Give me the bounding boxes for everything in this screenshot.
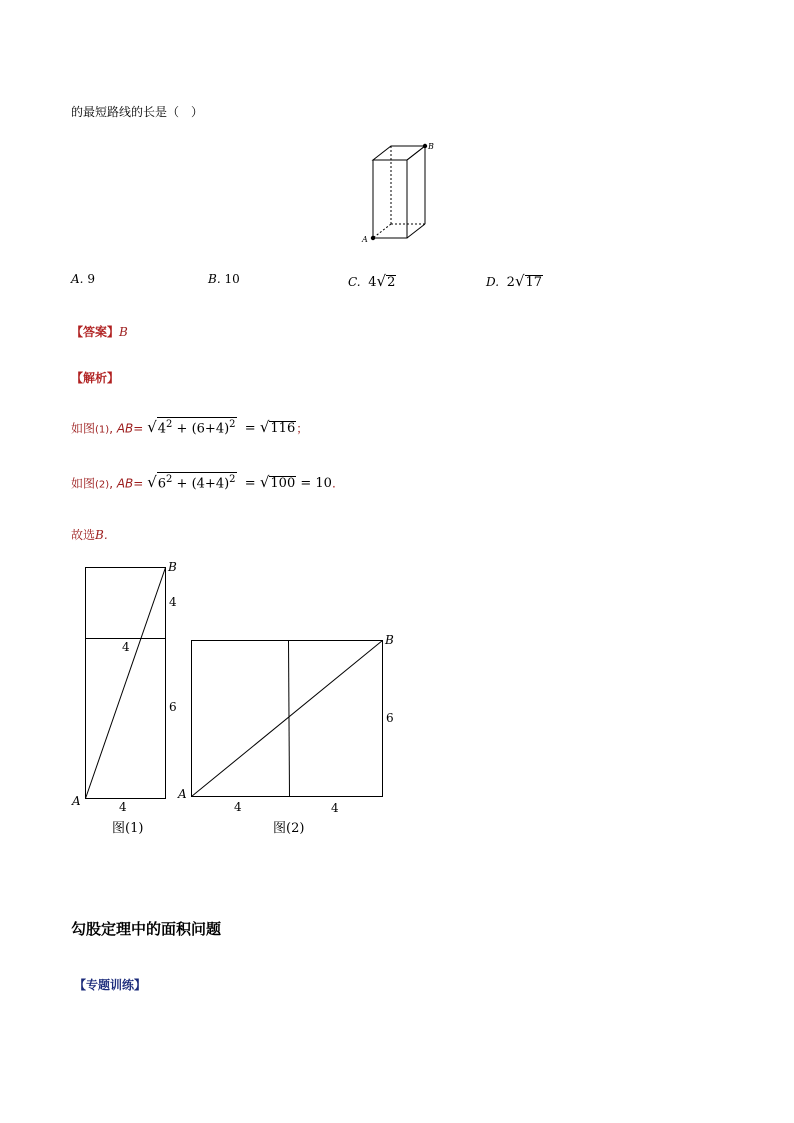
fig1-bottom-seg: 4 [119,800,127,814]
fig1-side-seg: 6 [169,700,177,714]
label-b: B [428,142,434,151]
fig2-caption: 图(2) [273,821,305,836]
point-a [371,236,375,240]
answer-line: 【答案】B [71,325,128,339]
path-ab-1 [86,568,166,799]
fig2-bottom-right: 4 [331,801,339,815]
diagram-2 [170,625,410,845]
fig2-bottom-left: 4 [234,800,242,814]
fig2-label-b: B [385,633,394,647]
fig1-label-b: B [168,560,177,574]
fig1-label-a: A [72,794,81,808]
conclusion-line: 故选B. [71,528,108,542]
option-b: B. 10 [208,272,240,286]
option-c: C. 4√2 [348,272,396,290]
fig2-label-a: A [178,787,187,801]
option-d: D. 2√17 [486,272,543,290]
analysis-line-2: 如图(2), $AB= √6^2 + (4+4)^2 = √100 = 10$. [71,473,336,492]
fig2-side-seg: 6 [386,711,394,725]
label-a: A [362,235,368,244]
fig1-caption: 图(1) [112,821,144,836]
analysis-label: 【解析】 [71,371,120,385]
question-text: 的最短路线的长是（ ） [71,105,204,119]
section-heading: 勾股定理中的面积问题 [71,920,222,938]
analysis-line-1: 如图(1), $AB= √4^2 + (6+4)^2 = √116$； [71,418,309,437]
fig1-top-seg: 4 [169,595,177,609]
point-b [423,144,427,148]
cuboid-figure [355,138,445,246]
special-training-label: 【专题训练】 [74,978,147,992]
option-a: A. 9 [71,272,95,286]
path-ab-2 [192,641,383,797]
fig1-mid-seg: 4 [122,640,130,654]
